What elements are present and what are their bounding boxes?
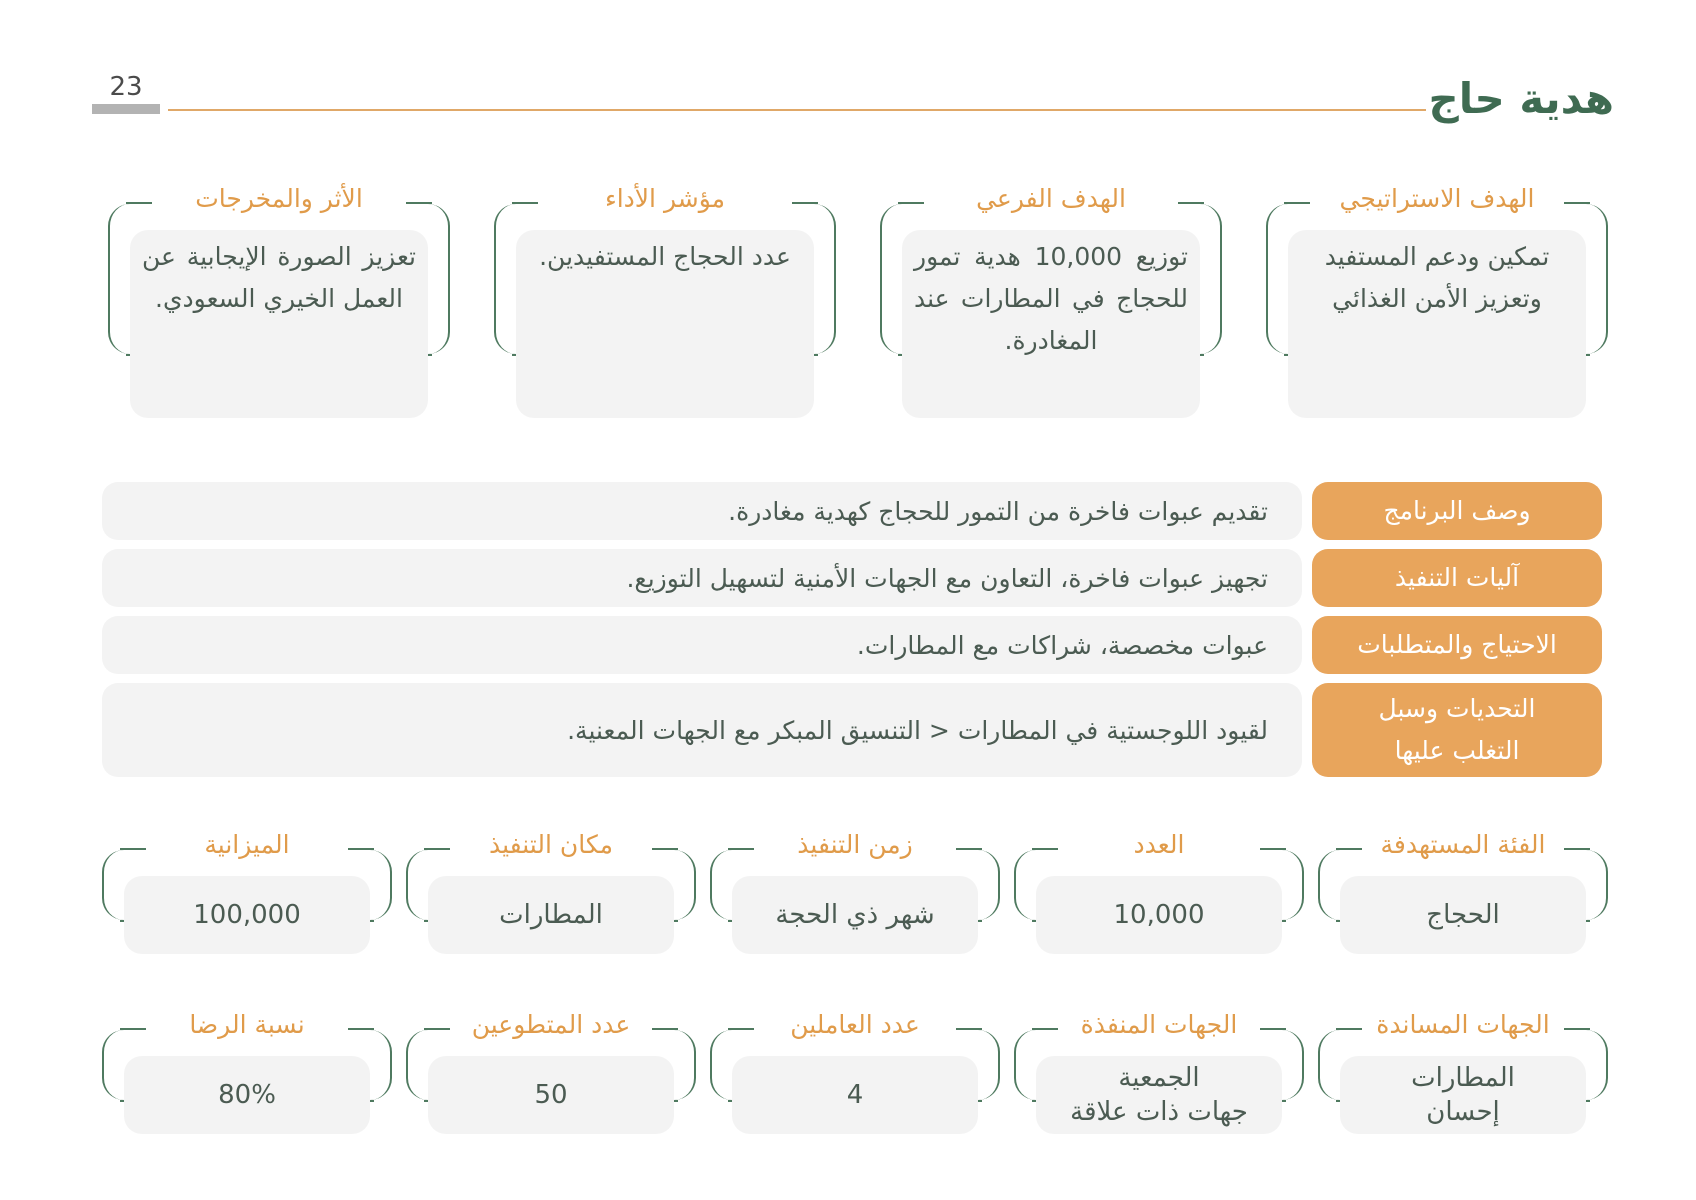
card-title: الفئة المستهدفة — [1318, 830, 1608, 859]
card-value: 80% — [124, 1056, 370, 1134]
info-card-workers — [710, 1010, 1000, 1138]
card-title: زمن التنفيذ — [710, 830, 1000, 859]
program-row — [102, 549, 1602, 607]
card-title: مكان التنفيذ — [406, 830, 696, 859]
header-divider — [168, 109, 1426, 111]
value-line: جهات ذات علاقة — [1070, 1097, 1248, 1127]
card-title: العدد — [1014, 830, 1304, 859]
row-value: تقديم عبوات فاخرة من التمور للحجاج كهدية مغادرة. — [102, 482, 1302, 540]
card-title: عدد العاملين — [710, 1010, 1000, 1039]
card-value: المطارات — [428, 876, 674, 954]
card-title: الجهات المساندة — [1318, 1010, 1608, 1039]
card-title: الميزانية — [102, 830, 392, 859]
card-text: تعزيز الصورة الإيجابية عن العمل الخيري السعودي. — [130, 230, 428, 418]
info-card-time — [710, 830, 1000, 958]
card-value: 100,000 — [124, 876, 370, 954]
info-card-target-group — [1318, 830, 1608, 958]
row-label: آليات التنفيذ — [1312, 549, 1602, 607]
program-row — [102, 683, 1602, 777]
info-card-executing — [1014, 1010, 1304, 1138]
card-text: توزيع 10,000 هدية تمور للحجاج في المطارات عند المغادرة. — [902, 230, 1200, 418]
row-label: وصف البرنامج — [1312, 482, 1602, 540]
info-card-supporting — [1318, 1010, 1608, 1138]
page-title: هدية حاج — [1428, 74, 1614, 123]
card-title: عدد المتطوعين — [406, 1010, 696, 1039]
strategic-goal-card — [1266, 184, 1608, 432]
card-value: 10,000 — [1036, 876, 1282, 954]
info-card-volunteers — [406, 1010, 696, 1138]
row-value: عبوات مخصصة، شراكات مع المطارات. — [102, 616, 1302, 674]
row-value: لقيود اللوجستية في المطارات < التنسيق المبكر مع الجهات المعنية. — [102, 683, 1302, 777]
program-row — [102, 616, 1602, 674]
page-number-bar — [92, 104, 160, 114]
info-card-place — [406, 830, 696, 958]
program-row — [102, 482, 1602, 540]
card-title: مؤشر الأداء — [494, 184, 836, 213]
info-card-count — [1014, 830, 1304, 958]
row-value: تجهيز عبوات فاخرة، التعاون مع الجهات الأمنية لتسهيل التوزيع. — [102, 549, 1302, 607]
card-title: الهدف الاستراتيجي — [1266, 184, 1608, 213]
info-card-budget — [102, 830, 392, 958]
card-title: الأثر والمخرجات — [108, 184, 450, 213]
kpi-card — [494, 184, 836, 432]
card-value: 4 — [732, 1056, 978, 1134]
card-value: 50 — [428, 1056, 674, 1134]
row-label: التحديات وسبل التغلب عليها — [1312, 683, 1602, 777]
value-line: الجمعية — [1118, 1063, 1200, 1093]
card-title: الهدف الفرعي — [880, 184, 1222, 213]
card-value — [1340, 1056, 1586, 1134]
sub-goal-card — [880, 184, 1222, 432]
card-title: نسبة الرضا — [102, 1010, 392, 1039]
card-value — [1036, 1056, 1282, 1134]
card-text: عدد الحجاج المستفيدين. — [516, 230, 814, 418]
row-label: الاحتياج والمتطلبات — [1312, 616, 1602, 674]
card-value: الحجاج — [1340, 876, 1586, 954]
impact-card — [108, 184, 450, 432]
card-value: شهر ذي الحجة — [732, 876, 978, 954]
value-line: المطارات — [1411, 1063, 1515, 1093]
value-line: إحسان — [1426, 1097, 1500, 1127]
card-title: الجهات المنفذة — [1014, 1010, 1304, 1039]
card-text: تمكين ودعم المستفيد وتعزيز الأمن الغذائي — [1288, 230, 1586, 418]
page-number: 23 — [109, 72, 143, 102]
info-card-satisfaction — [102, 1010, 392, 1138]
